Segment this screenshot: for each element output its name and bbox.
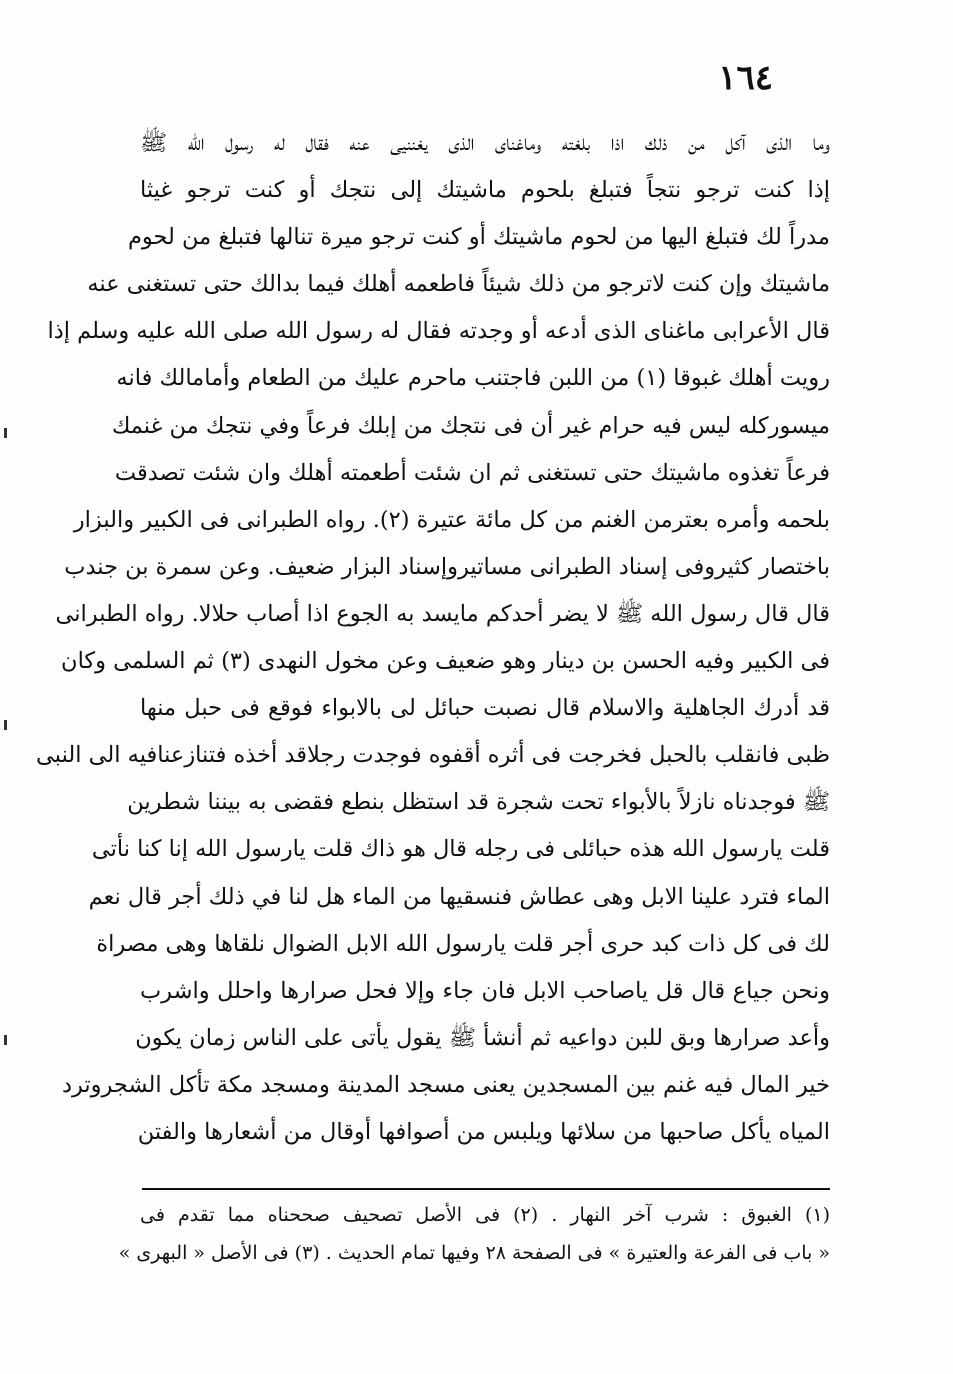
footnote-line: « باب فى الفرعة والعتيرة » فى الصفحة ٢٨ وفيها تمام الحديث . (٣) فى الأصل « البهرى » xyxy=(118,1242,830,1264)
text-line: ﷺ فوجدناه نازلاً بالأبواء تحت شجرة قد استظل بنطع فقضى به بيننا شطرين xyxy=(127,789,830,816)
footnotes xyxy=(118,1196,831,1272)
text-line: لك فى كل ذات كبد حرى أجر قلت يارسول الله الابل الضوال نلقاها وهى مصراة xyxy=(96,930,830,957)
text-line: وأعد صرارها وبق للبن دواعيه ثم أنشأ ﷺ يقول يأتى على الناس زمان يكون xyxy=(135,1024,830,1051)
text-line: قد أدرك الجاهلية والاسلام قال نصبت حبائل لى بالابواء فوقع فى حبل منها xyxy=(140,695,830,722)
text-line: مدراً لك فتبلغ اليها من لحوم ماشيتك أو كنت ترجو ميرة تنالها فتبلغ من لحوم xyxy=(127,224,830,251)
text-line: قال الأعرابى ماغناى الذى أدعه أو وجدته فقال له رسول الله صلى الله عليه وسلم إذا xyxy=(47,318,830,345)
main-text xyxy=(36,120,830,1156)
text-line: رويت أهلك غبوقا (١) من اللبن فاجتنب ماحرم عليك من الطعام وأمامالك فانه xyxy=(116,365,830,392)
text-line: فى الكبير وفيه الحسن بن دينار وهو ضعيف وعن مخول النهدى (٣) ثم السلمى وكان xyxy=(61,648,830,675)
text-line: ماشيتك وإن كنت لاترجو من ذلك شيئاً فاطعمه أهلك فيما بدالك حتى تستغنى عنه xyxy=(87,271,830,298)
footnote-line: (١) الغبوق : شرب آخر النهار . (٢) فى الأصل تصحيف صححناه مما تقدم فى xyxy=(140,1204,831,1226)
text-line: وما الذى آكل من ذلك اذا بلغته وماغناى الذى يغننيى عنه فقال له رسول الله ﷺ xyxy=(140,130,830,156)
text-line: الماء فترد علينا الابل وهى عطاش فنسقيها من الماء هل لنا في ذلك أجر قال نعم xyxy=(88,883,830,910)
text-line: قال قال رسول الله ﷺ لا يضر أحدكم مايسد به الجوع اذا أصاب حلالا. رواه الطبرانى xyxy=(55,600,830,627)
scan-mark xyxy=(4,720,7,730)
text-line: فرعاً تغذوه ماشيتك حتى تستغنى ثم ان شئت أطعمته أهلك وان شئت تصدقت xyxy=(114,459,830,486)
text-line: إذا كنت ترجو نتجاً فتبلغ بلحوم ماشيتك إلى نتجك أو كنت ترجو غيثا xyxy=(140,177,830,204)
text-line: المياه يأكل صاحبها من سلائها ويلبس من أصوافها أوقال من أشعارها والفتن xyxy=(137,1118,830,1145)
text-line: خير المال فيه غنم بين المسجدين يعنى مسجد المدينة ومسجد مكة تأكل الشجروترد xyxy=(61,1071,830,1098)
text-line: باختصار كثيروفى إسناد الطبرانى مساتيروإسناد البزار ضعيف. وعن سمرة بن جندب xyxy=(64,553,830,580)
text-line: قلت يارسول الله هذه حبائلى فى رجله قال هو ذاك قلت يارسول الله إنا كنا نأتى xyxy=(91,836,830,863)
footnote-divider xyxy=(142,1188,830,1190)
text-line: ميسوركله ليس فيه حرام غير أن فى نتجك من إبلك فرعاً وفي نتجك من غنمك xyxy=(111,412,830,439)
scan-mark xyxy=(4,428,7,438)
page-number: ١٦٤ xyxy=(718,58,773,98)
text-line: ونحن جياع قال قل ياصاحب الابل فان جاء وإلا فحل صرارها واحلل واشرب xyxy=(140,977,830,1004)
scan-mark xyxy=(4,1035,7,1045)
text-line: بلحمه وأمره بعترمن الغنم من كل مائة عتيرة (٢). رواه الطبرانى فى الكبير والبزار xyxy=(73,506,830,533)
text-line: ظبى فانقلب بالحبل فخرجت فى أثره أقفوه فوجدت رجلاقد أخذه فتنازعنافيه الى النبى xyxy=(36,742,830,769)
